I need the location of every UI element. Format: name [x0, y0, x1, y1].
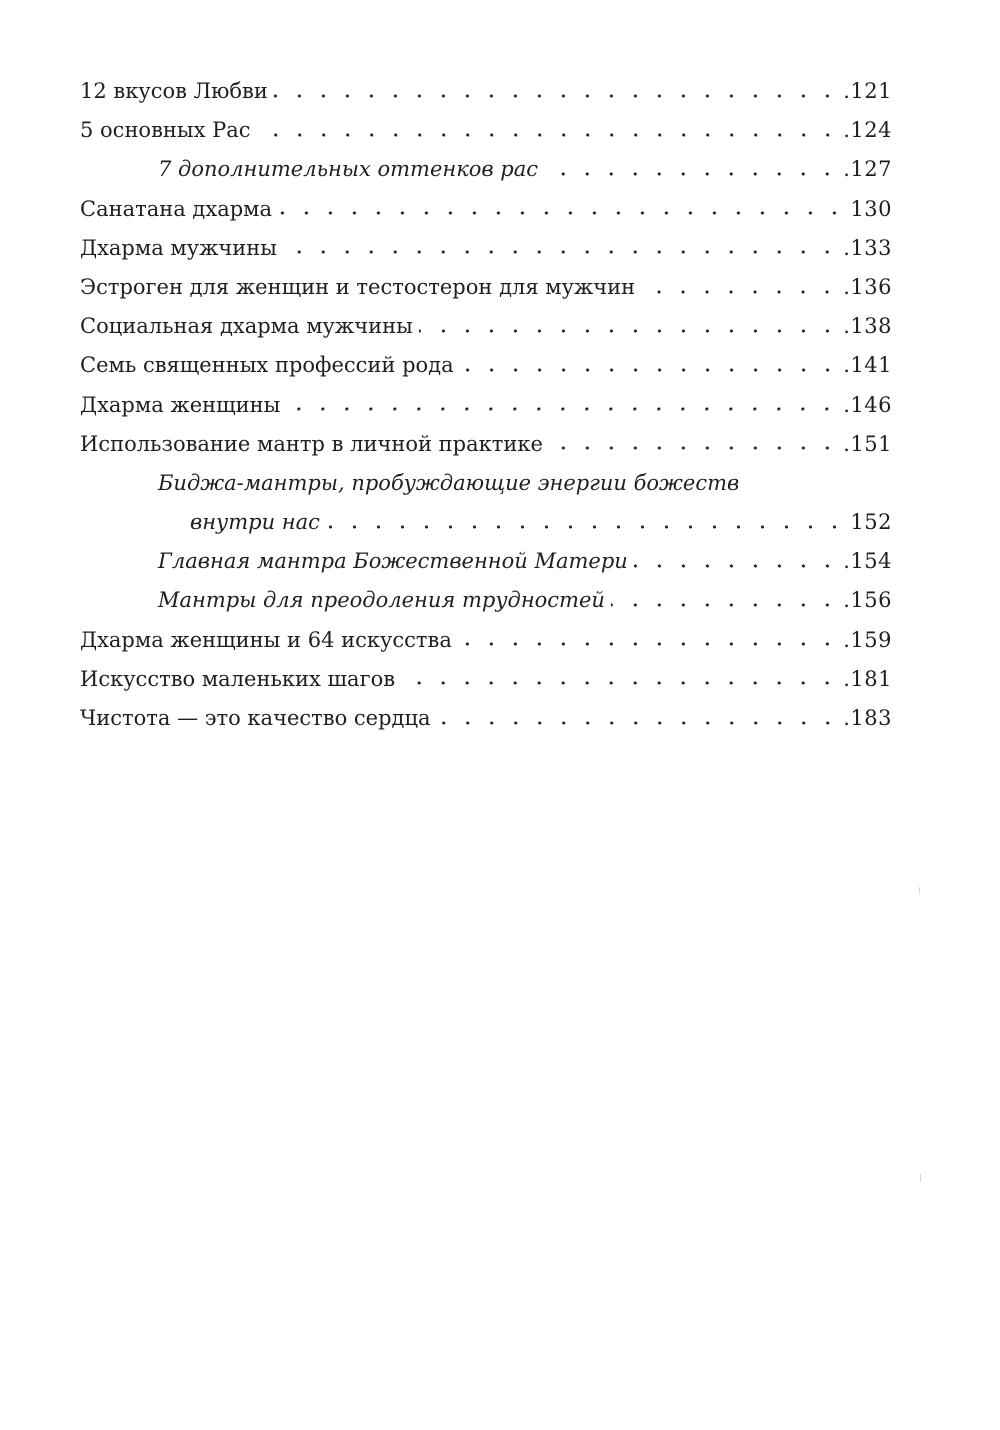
toc-subentry[interactable] — [80, 581, 892, 620]
toc-entry-title: Искусство маленьких шагов — [80, 666, 396, 691]
dot-leader — [458, 638, 839, 650]
scan-mark — [920, 1174, 921, 1182]
dot-leader — [278, 207, 846, 219]
toc-subentry-continuation[interactable] — [80, 503, 892, 542]
dot-leader — [274, 90, 839, 102]
dot-leader — [419, 325, 839, 337]
toc-entry[interactable] — [80, 621, 892, 660]
toc-entry-title: 12 вкусов Любви — [80, 79, 268, 103]
toc-entry-title: 5 основных Рас — [80, 118, 251, 143]
toc-entry-page: .141 — [843, 353, 892, 378]
toc-entry-page: .133 — [843, 235, 892, 260]
toc-entry[interactable] — [80, 307, 892, 346]
toc-entry[interactable] — [80, 660, 892, 699]
dot-leader — [544, 168, 839, 180]
toc-entry-title: Чистота — это качество сердца — [80, 706, 431, 730]
toc-entry[interactable] — [80, 72, 892, 111]
toc-entry-page: .183 — [843, 706, 892, 730]
dot-leader — [460, 364, 840, 376]
toc-entry-title: Санатана дхарма — [80, 196, 273, 221]
toc-entry-page: .136 — [843, 274, 892, 299]
dot-leader — [549, 442, 839, 454]
toc-entry-title: 7 дополнительных оттенков рас — [158, 157, 539, 182]
toc-entry-title: Дхарма женщины и 64 искусства — [80, 627, 452, 652]
dot-leader — [286, 403, 839, 415]
toc-entry-page: .154 — [843, 549, 892, 574]
dot-leader — [437, 717, 840, 729]
dot-leader — [401, 677, 839, 689]
toc-entry[interactable] — [80, 699, 892, 738]
toc-entry-title: Социальная дхарма мужчины — [80, 314, 413, 339]
toc-entry[interactable] — [80, 346, 892, 385]
toc-subentry[interactable] — [80, 542, 892, 581]
toc-entry-page: .146 — [843, 392, 892, 417]
toc-entry-page: .151 — [843, 431, 892, 456]
toc-entry-title: Использование мантр в личной практике — [80, 431, 543, 456]
toc-entry[interactable] — [80, 425, 892, 464]
table-of-contents — [80, 72, 892, 738]
toc-entry-title: Дхарма мужчины — [80, 235, 278, 260]
toc-entry-page: 130 — [850, 196, 892, 221]
toc-entry-page: 152 — [850, 510, 892, 535]
toc-entry-title: Мантры для преодоления трудностей — [158, 588, 605, 613]
toc-entry-page: .121 — [843, 79, 892, 103]
toc-entry[interactable] — [80, 229, 892, 268]
toc-entry-page: .159 — [843, 627, 892, 652]
toc-entry-title: Эстроген для женщин и тестостерон для мужчин — [80, 274, 636, 299]
dot-leader — [611, 599, 839, 611]
dot-leader — [326, 521, 846, 533]
toc-entry-title: внутри нас — [190, 510, 320, 535]
dot-leader — [257, 129, 840, 141]
dot-leader — [283, 246, 839, 258]
toc-entry[interactable] — [80, 386, 892, 425]
toc-entry-title: Главная мантра Божественной Матери — [158, 549, 628, 574]
toc-entry[interactable] — [80, 190, 892, 229]
toc-entry-page: .181 — [843, 666, 892, 691]
toc-entry-title: Биджа-мантры, пробуждающие энергии божеств — [158, 470, 740, 495]
toc-subentry[interactable] — [80, 150, 892, 189]
toc-entry[interactable] — [80, 111, 892, 150]
toc-entry[interactable] — [80, 268, 892, 307]
toc-entry-page: .156 — [843, 588, 892, 613]
toc-entry-title: Дхарма женщины — [80, 392, 281, 417]
dot-leader — [634, 560, 839, 572]
toc-entry-title: Семь священных профессий рода — [80, 353, 454, 378]
toc-subentry[interactable] — [80, 464, 892, 503]
scan-mark — [919, 887, 920, 893]
toc-entry-page: .138 — [843, 314, 892, 339]
toc-entry-page: .127 — [843, 157, 892, 182]
toc-entry-page: .124 — [843, 118, 892, 143]
dot-leader — [641, 286, 839, 298]
